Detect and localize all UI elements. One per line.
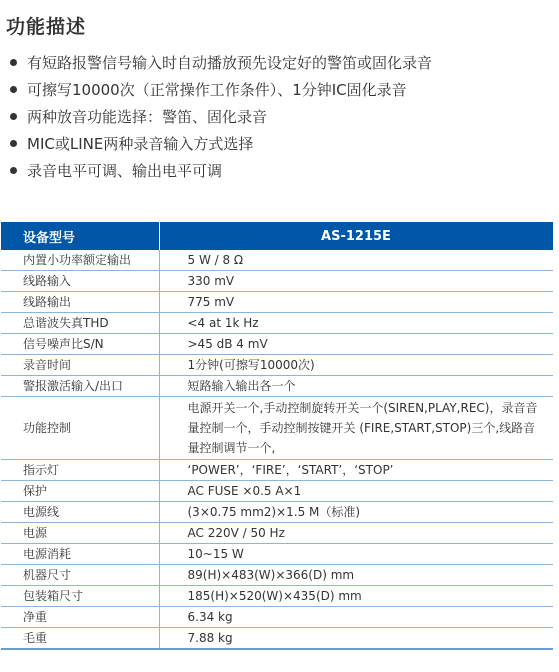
spec-key: 电源 [1,523,159,544]
spec-key: 机器尺寸 [1,565,159,586]
spec-key: 录音时间 [1,355,159,376]
spec-value: 89(H)×483(W)×366(D) mm [159,565,553,586]
spec-key: 内置小功率额定输出 [1,250,159,271]
feature-text: 两种放音功能选择：警笛、固化录音 [27,108,268,126]
table-row [1,355,553,376]
spec-key: 电源消耗 [1,544,159,565]
header-model-label: 设备型号 [1,222,159,250]
spec-value: 6.34 kg [159,607,553,628]
table-row [1,271,553,292]
feature-item [10,131,432,158]
table-row [1,523,553,544]
feature-list [10,50,432,185]
spec-value: 5 W / 8 Ω [159,250,553,271]
spec-value: 185(H)×520(W)×435(D) mm [159,586,553,607]
spec-key: 净重 [1,607,159,628]
feature-item [10,50,432,77]
spec-key: 总谐波失真THD [1,313,159,334]
table-row [1,565,553,586]
spec-value: 电源开关一个,手动控制旋转开关一个(SIREN,PLAY,REC)，录音音量控制一个，手动控制按键开关 (FIRE,START,STOP)三个,线路音量控制调节一个, [159,397,553,460]
table-row [1,502,553,523]
spec-value: 10~15 W [159,544,553,565]
bullet-icon [10,140,17,147]
feature-text: 录音电平可调、输出电平可调 [27,162,223,180]
spec-key: 包装箱尺寸 [1,586,159,607]
spec-key: 线路输入 [1,271,159,292]
bullet-icon [10,86,17,93]
spec-value: AC 220V / 50 Hz [159,523,553,544]
table-row [1,292,553,313]
bullet-icon [10,59,17,66]
spec-value: ‘POWER’，‘FIRE’，‘START’，‘STOP’ [159,460,553,481]
header-model-value: AS-1215E [159,222,553,250]
spec-key: 指示灯 [1,460,159,481]
spec-value: (3×0.75 mm2)×1.5 M（标准) [159,502,553,523]
bullet-icon [10,113,17,120]
spec-value: 1分钟(可擦写10000次) [159,355,553,376]
table-row [1,586,553,607]
spec-table [1,222,554,650]
feature-item [10,77,432,104]
table-row [1,376,553,397]
spec-key: 功能控制 [1,397,159,460]
table-row [1,334,553,355]
table-row [1,544,553,565]
feature-text: 有短路报警信号输入时自动播放预先设定好的警笛或固化录音 [27,54,433,72]
spec-value: 775 mV [159,292,553,313]
spec-key: 毛重 [1,628,159,650]
spec-key: 信号噪声比S/N [1,334,159,355]
spec-value: 330 mV [159,271,553,292]
spec-key: 警报激活输入/出口 [1,376,159,397]
feature-text: MIC或LINE两种录音输入方式选择 [27,135,254,153]
table-row [1,397,553,460]
bullet-icon [10,167,17,174]
feature-item [10,158,432,185]
spec-key: 保护 [1,481,159,502]
table-row [1,607,553,628]
spec-key: 电源线 [1,502,159,523]
spec-key: 线路输出 [1,292,159,313]
feature-text: 可擦写10000次（正常操作工作条件）、1分钟IC固化录音 [27,81,407,99]
table-row [1,460,553,481]
spec-value: 7.88 kg [159,628,553,650]
spec-table-header [1,222,553,250]
spec-value: 短路输入输出各一个 [159,376,553,397]
table-row [1,481,553,502]
spec-value: >45 dB 4 mV [159,334,553,355]
table-row [1,628,553,650]
feature-item [10,104,432,131]
section-title: 功能描述 [6,16,87,38]
table-row [1,313,553,334]
table-row [1,250,553,271]
spec-value: <4 at 1k Hz [159,313,553,334]
spec-value: AC FUSE ×0.5 A×1 [159,481,553,502]
